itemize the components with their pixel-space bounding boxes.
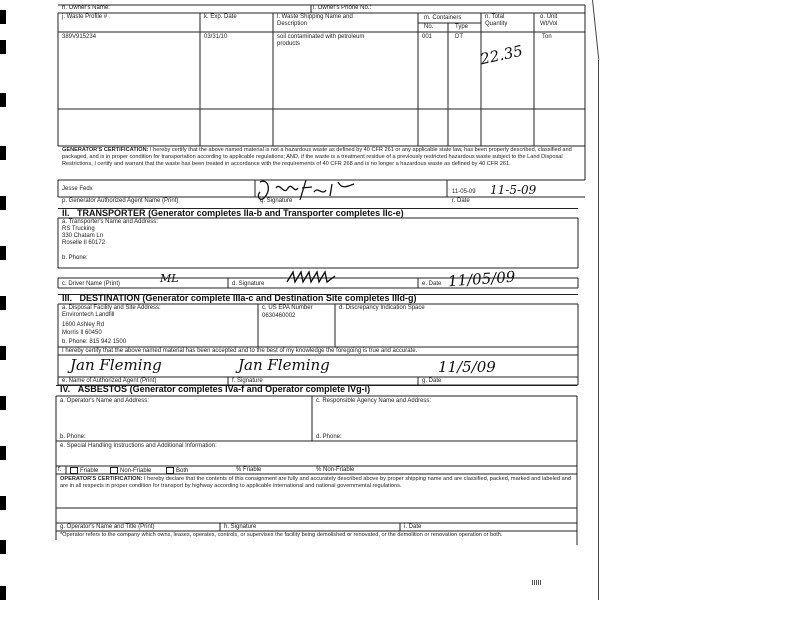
facility-phone: b. Phone: 815 942 1500 — [62, 339, 127, 345]
col-containers-no: No. — [424, 24, 434, 30]
col-total-quantity: n. Total Quantity — [485, 14, 508, 27]
non-friable-label: Non-Friable — [120, 468, 152, 475]
transporter-heading — [62, 208, 404, 218]
discrepancy-label: d. Discrepancy Indication Space — [339, 305, 425, 311]
destination-signature-label: f. Signature — [232, 378, 263, 384]
generator-agent-name: Jesse Fedx — [62, 186, 93, 192]
col-unit: o. Unit Wt/Vol — [540, 14, 558, 27]
driver-signature-label: d. Signature — [232, 281, 265, 287]
non-friable-checkbox[interactable] — [110, 467, 118, 474]
operator-signature-label: h. Signature — [224, 524, 257, 530]
generator-date-label: r. Date — [452, 198, 470, 204]
transporter-address-label: a. Transporter's Name and Address: — [62, 219, 158, 225]
friable-checkbox[interactable] — [70, 467, 78, 474]
friable-option[interactable] — [70, 467, 98, 475]
driver-name-label: c. Driver Name (Print) — [62, 281, 121, 287]
operator-date-label: i. Date — [404, 524, 422, 530]
facility-line-3: Morris Il 60450 — [62, 330, 102, 336]
destination-subtitle: (Generator complete IIIa-c and Destination Site completes IIId-g) — [142, 293, 417, 303]
description-line-1: soil contaminated with petroleum — [277, 34, 365, 40]
transporter-line-1: RS Trucking — [62, 226, 95, 232]
transporter-subtitle: (Generator completes IIa-b and Transporter completes IIc-e) — [148, 208, 404, 218]
epa-number-value: 0630460002 — [262, 313, 296, 319]
generator-date-typed: 11-05-09 — [452, 189, 476, 195]
generator-cert-text: I hereby certify that the above named material is not a hazardous waste as defined by 40 CFR 261 or any applicable state law, has been properly described, classified and packaged, and is in proper condition for transportation according to applicable regulations; AND, if the waste is a treatment residue of a previously restricted hazardous waste subject to the Land Disposal Restrictions, I certify and warrant that the waste has been treated in accordance with the requirements of 40 CFR 268 and is no longer a hazardous waste as defined by 40 CFR 261. — [62, 147, 572, 167]
transporter-line-3: Roselle Il 60172 — [62, 240, 106, 246]
percent-non-friable-label: % Non-Friable — [316, 467, 355, 473]
driver-name-handwritten: ML — [160, 272, 179, 285]
containers-no-value: 001 — [422, 34, 433, 40]
destination-heading — [62, 293, 416, 303]
unit-value: Ton — [542, 34, 552, 40]
transporter-date-handwritten: 11/05/09 — [447, 267, 516, 291]
generator-certification — [62, 147, 582, 168]
facility-line-1: Environtech Landfill — [62, 312, 115, 318]
col-shipping-name: l. Waste Shipping Name and Description — [277, 14, 353, 27]
facility-address-label: a. Disposal Facility and Site Address: — [62, 305, 161, 311]
operator-phone-label: b. Phone: — [60, 434, 86, 440]
transporter-phone-label: b. Phone: — [62, 255, 88, 261]
asbestos-title: ASBESTOS — [77, 384, 128, 394]
both-label: Both — [176, 468, 189, 475]
owner-name-label: h. Owner's Name: — [62, 5, 110, 11]
destination-title: DESTINATION — [79, 293, 140, 303]
generator-agent-name-label: p. Generator Authorized Agent Name (Print) — [62, 198, 179, 204]
asbestos-number: IV. — [60, 384, 71, 394]
destination-date-handwritten: 11/5/09 — [438, 358, 496, 376]
generator-date-handwritten: 11-5-09 — [490, 183, 537, 197]
description-line-2: products — [277, 41, 301, 47]
authorized-agent-label: e. Name of Authorized Agent (Print) — [62, 378, 157, 384]
operator-cert-text: I hereby declare that the contents of this consignment are fully and accurately described above by proper shipping name and are classified, packed, marked and labeled and are in all respects in proper condition for transport by highway according to applicable international and national governmental regulations. — [60, 476, 571, 489]
col-waste-profile: j. Waste Profile # — [62, 14, 108, 20]
authorized-agent-handwritten: Jan Fleming — [70, 356, 162, 374]
driver-signature — [285, 268, 340, 286]
col-containers: m. Containers — [424, 15, 462, 21]
non-friable-option[interactable] — [110, 467, 151, 475]
agency-address-label: c. Responsible Agency Name and Address: — [316, 398, 432, 404]
col-exp-date: k. Exp. Date — [204, 14, 237, 20]
destination-cert-text: I hereby certify that the above named material has been accepted and to the best of my knowledge the foregoing is true and accurate. — [62, 348, 418, 354]
operator-certification — [60, 476, 572, 490]
containers-type-value: DT — [455, 34, 463, 40]
col-containers-type: Type — [455, 24, 469, 30]
transporter-title: TRANSPORTER — [77, 208, 146, 218]
facility-line-2: 1600 Ashley Rd — [62, 322, 105, 328]
asbestos-heading — [60, 384, 370, 394]
asbestos-subtitle: (Generator completes IVa-f and Operator complete IVg-i) — [129, 384, 371, 394]
epa-number-label: c. US EPA Number — [262, 305, 313, 311]
friable-f-label: f. — [58, 467, 62, 473]
destination-number: III. — [62, 293, 73, 303]
scan-artifact — [532, 580, 542, 585]
friable-label: Friable — [80, 468, 99, 475]
handwritten-quantity: 22.35 — [478, 41, 525, 69]
transporter-number: II. — [62, 208, 70, 218]
generator-cert-heading: GENERATOR'S CERTIFICATION: — [62, 147, 149, 153]
operator-footnote: *Operator refers to the company which owns, leases, operates, controls, or supervises the facility being demolished or renovated, or the demolition or renovation operation or both. — [60, 532, 503, 538]
agency-phone-label: d. Phone: — [316, 434, 342, 440]
operator-address-label: a. Operator's Name and Address: — [60, 398, 149, 404]
transporter-line-2: 330 Chatam Ln — [62, 233, 104, 239]
both-checkbox[interactable] — [166, 467, 174, 474]
transporter-date-label: e. Date — [422, 281, 442, 287]
destination-date-label: g. Date — [422, 378, 442, 384]
operator-name-label: g. Operator's Name and Title (Print) — [60, 524, 155, 530]
waste-profile-value: 389V915234 — [62, 34, 97, 40]
special-handling-label: e. Special Handling Instructions and Additional Information: — [60, 443, 217, 449]
generator-signature-label: q. Signature — [260, 198, 293, 204]
exp-date-value: 03/31/10 — [204, 34, 228, 40]
owner-phone-label: i. Owner's Phone No.: — [313, 5, 372, 11]
percent-friable-label: % Friable — [236, 467, 262, 473]
operator-cert-heading: OPERATOR'S CERTIFICATION: — [60, 476, 143, 482]
destination-signature-handwritten: Jan Fleming — [238, 356, 330, 374]
both-option[interactable] — [166, 467, 188, 475]
